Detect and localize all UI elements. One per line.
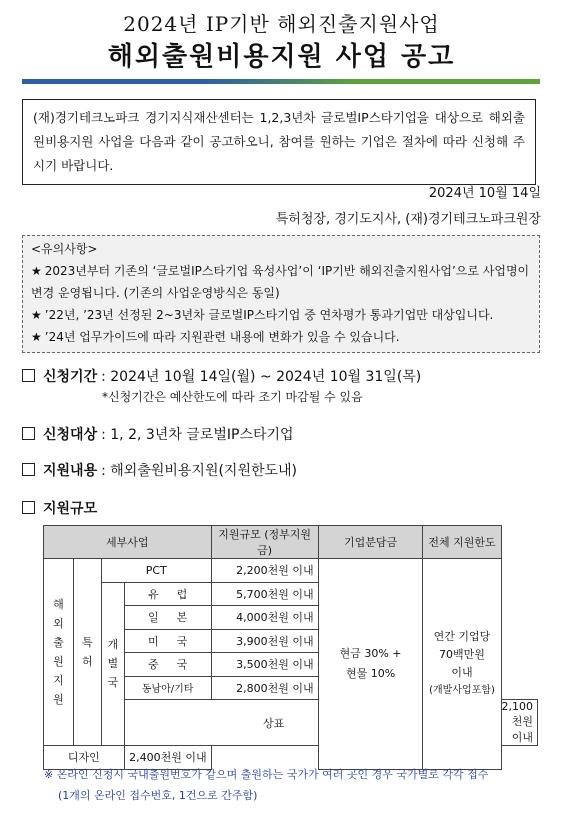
notice-item: ★ 2023년부터 기존의 ‘글로벌IP스타기업 육성사업’이 ‘IP기반 해외진출지원사업’으로 사업명이 변경 운영됩니다. (기존의 사업운영방식은 동일) (31, 264, 530, 300)
patent-label: 특허 (82, 636, 93, 668)
intro-text: (재)경기테크노파크 경기지식재산센터는 1,2,3년차 글로벌IP스타기업을 대상으로 해외출원비용지원 사업을 다음과 같이 공고하오니, 참여를 원하는 기업은 절차에 따라 신청해 주시기 바랍니다. (33, 110, 525, 173)
table-header-cell: 세부사업 (44, 526, 212, 559)
title-underline-bar (22, 79, 540, 84)
section-period (22, 366, 421, 386)
table-header-cell: 지원규모 (정부지원금) (211, 526, 318, 559)
individual-label: 개별국 (107, 638, 119, 690)
patent-label-cell (73, 559, 101, 746)
amount-cell: 3,500천원 이내 (211, 653, 318, 677)
checkbox-square-icon (22, 427, 35, 440)
limit-line: 70백만원 (439, 647, 485, 661)
table-header-cell: 기업분담금 (318, 526, 423, 559)
section-content (22, 460, 297, 480)
star-icon: ★ (31, 264, 42, 278)
section-value: : 1, 2, 3년차 글로벌IP스타기업 (101, 427, 294, 443)
announcement-date: 2024년 10월 14일 (428, 186, 541, 201)
notice-title: <유의사항> (31, 242, 98, 256)
section-value: : 해외출원비용지원(지원한도내) (101, 463, 298, 479)
star-icon: ★ (31, 330, 42, 344)
limit-line: 연간 기업당 (433, 629, 491, 643)
star-icon: ★ (31, 308, 42, 322)
amount-cell: 2,200천원 이내 (211, 559, 318, 583)
table-row (44, 559, 538, 583)
table-header-cell: 전체 지원한도 (423, 526, 501, 559)
company-share-line: 현물 10% (345, 666, 396, 680)
limit-cell (423, 559, 501, 770)
amount-cell: 4,000천원 이내 (211, 606, 318, 630)
page-subtitle: 2024년 IP기반 해외진출지원사업 (123, 12, 440, 36)
table-header-row (44, 526, 538, 559)
section-label: 신청대상 (43, 427, 98, 443)
section-value: : 2024년 10월 14일(월) ~ 2024년 10월 31일(목) (101, 369, 422, 385)
section-label: 지원내용 (43, 463, 98, 479)
notice-item: ★ ’24년 업무가이드에 따라 지원관련 내용에 변화가 있을 수 있습니다. (31, 330, 400, 344)
amount-cell: 2,800천원 이내 (211, 676, 318, 700)
group-label-cell (44, 559, 74, 746)
amount-cell: 5,700천원 이내 (211, 582, 318, 606)
amount-cell: 2,100천원 이내 (501, 700, 538, 746)
checkbox-square-icon (22, 501, 35, 514)
footnote-line: ※ 온라인 신청시 국내출원번호가 같으며 출원하는 국가가 여러 곳인 경우 국가별로 각각 접수 (44, 768, 489, 781)
section-target (22, 424, 294, 444)
page-title: 해외출원비용지원 사업 공고 (107, 42, 456, 72)
announcement-issuer: 특허청장, 경기도지사, (재)경기테크노파크원장 (275, 212, 541, 227)
section-label: 신청기간 (43, 369, 98, 385)
country-name-cell: 미국 (124, 629, 211, 653)
section-label: 지원규모 (43, 501, 98, 517)
funding-table (43, 525, 538, 770)
period-note: *신청기간은 예산한도에 따라 조기 마감될 수 있음 (102, 390, 363, 404)
group-label: 해외출원지원 (53, 598, 64, 706)
footnote-line: (1개의 온라인 접수번호, 1건으로 간주함) (58, 789, 258, 802)
intro-box (22, 99, 536, 185)
company-share-line: 현금 30% + (339, 646, 402, 660)
section-scale (22, 498, 97, 518)
country-name-cell: 유럽 (124, 582, 211, 606)
notice-box (22, 235, 540, 353)
limit-line: 이내 (451, 665, 473, 679)
individual-label-cell (101, 582, 124, 746)
country-name-cell: 중국 (124, 653, 211, 677)
item-name-cell: 상표 (124, 700, 423, 746)
item-name-cell: 디자인 (44, 746, 125, 770)
limit-line: (개발사업포함) (429, 684, 495, 696)
checkbox-square-icon (22, 463, 35, 476)
notice-item: ★ ’22년, ’23년 선정된 2~3년차 글로벌IP스타기업 중 연차평가 통과기업만 대상입니다. (31, 308, 494, 322)
footnote (44, 764, 488, 806)
checkbox-square-icon (22, 369, 35, 382)
country-name-cell: 일본 (124, 606, 211, 630)
amount-cell: 2,400천원 이내 (124, 746, 211, 770)
item-name-cell: PCT (101, 559, 211, 583)
amount-cell: 3,900천원 이내 (211, 629, 318, 653)
country-name-cell: 동남아/기타 (124, 676, 211, 700)
